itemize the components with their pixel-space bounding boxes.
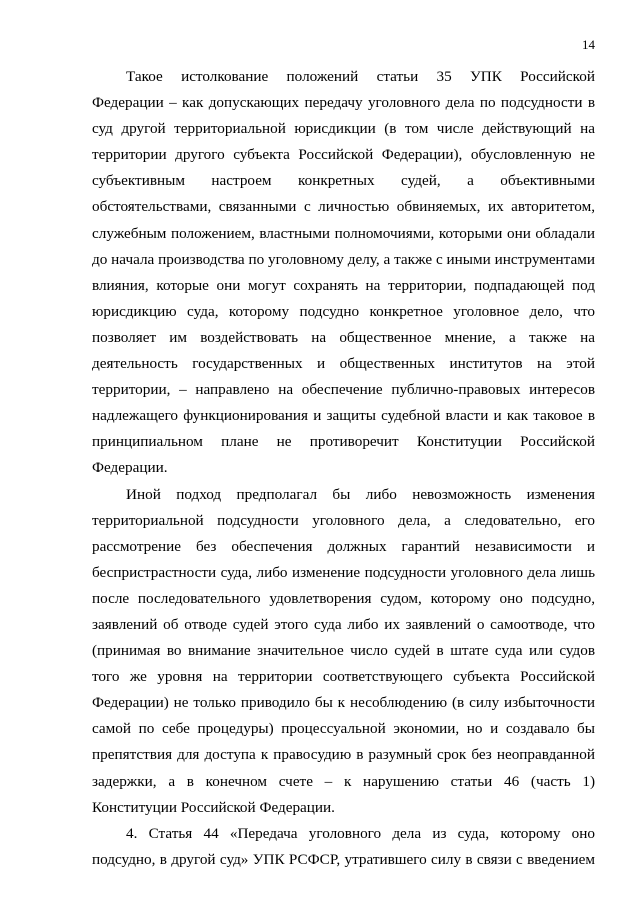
text-line: Федерации. (92, 459, 168, 477)
text-line: позволяет им воздействовать на общественное мнение, а также на (92, 328, 595, 346)
text-line: территории, – направлено на обеспечение публично-правовых интересов (92, 381, 595, 399)
text-line: задержки, а в конечном счете – к нарушению статьи 46 (часть 1) (92, 772, 595, 790)
page-number: 14 (582, 37, 595, 52)
text-line: подсудно, в другой суд» УПК РСФСР, утратившего силу в связи с введением (92, 850, 595, 868)
text-line: того же уровня на территории соответствующего субъекта Российской (92, 668, 595, 686)
text-line: после последовательного удовлетворения судом, которому оно подсудно, (92, 589, 595, 607)
text-line: заявлений об отводе судей этого суда либо их заявлений о самоотводе, что (92, 615, 595, 633)
text-line: служебным положением, властными полномочиями, которыми они обладали (92, 224, 595, 242)
text-line: Иной подход предполагал бы либо невозможность изменения (126, 485, 595, 503)
text-line: Конституции Российской Федерации. (92, 798, 335, 816)
text-line: надлежащего функционирования и защиты судебной власти и как таковое в (92, 407, 595, 425)
text-line: Такое истолкование положений статьи 35 УПК Российской (126, 68, 595, 85)
text-line: деятельность государственных и общественных институтов на этой (92, 355, 595, 373)
text-line: рассмотрение без обеспечения должных гарантий независимости и (92, 537, 595, 555)
text-line: беспристрастности суда, либо изменение подсудности уголовного дела лишь (92, 563, 595, 581)
text-line: территориальной подсудности уголовного дела, а следовательно, его (92, 511, 595, 529)
text-line: юрисдикцию суда, которому подсудно конкретное уголовное дело, что (92, 302, 595, 320)
text-line: Федерации) не только приводило бы к несоблюдению (в силу избыточности (92, 694, 595, 712)
text-line: 4. Статья 44 «Передача уголовного дела из суда, которому оно (126, 824, 595, 842)
text-line: суд другой территориальной юрисдикции (в том числе действующий на (92, 120, 595, 138)
body-text (92, 64, 595, 873)
text-line: обстоятельствами, связанными с личностью обвиняемых, их авторитетом, (92, 198, 595, 216)
text-line: самой по себе процедуры) процессуальной экономии, но и создавало бы (92, 720, 595, 738)
text-line: Федерации – как допускающих передачу уголовного дела по подсудности в (92, 94, 595, 112)
text-line: препятствия для доступа к правосудию в разумный срок без неоправданной (92, 746, 595, 764)
text-line: (принимая во внимание значительное число судей в штате суда или судов (92, 642, 595, 660)
text-line: субъективным настроем конкретных судей, а объективными (92, 172, 595, 190)
text-line: территории другого субъекта Российской Федерации), обусловленную не (92, 146, 595, 164)
text-line: влияния, которые они могут сохранять на территории, подпадающей под (92, 276, 595, 294)
text-line: до начала производства по уголовному делу, а также с иными инструментами (92, 250, 595, 268)
text-line: принципиальном плане не противоречит Конституции Российской (92, 433, 595, 451)
